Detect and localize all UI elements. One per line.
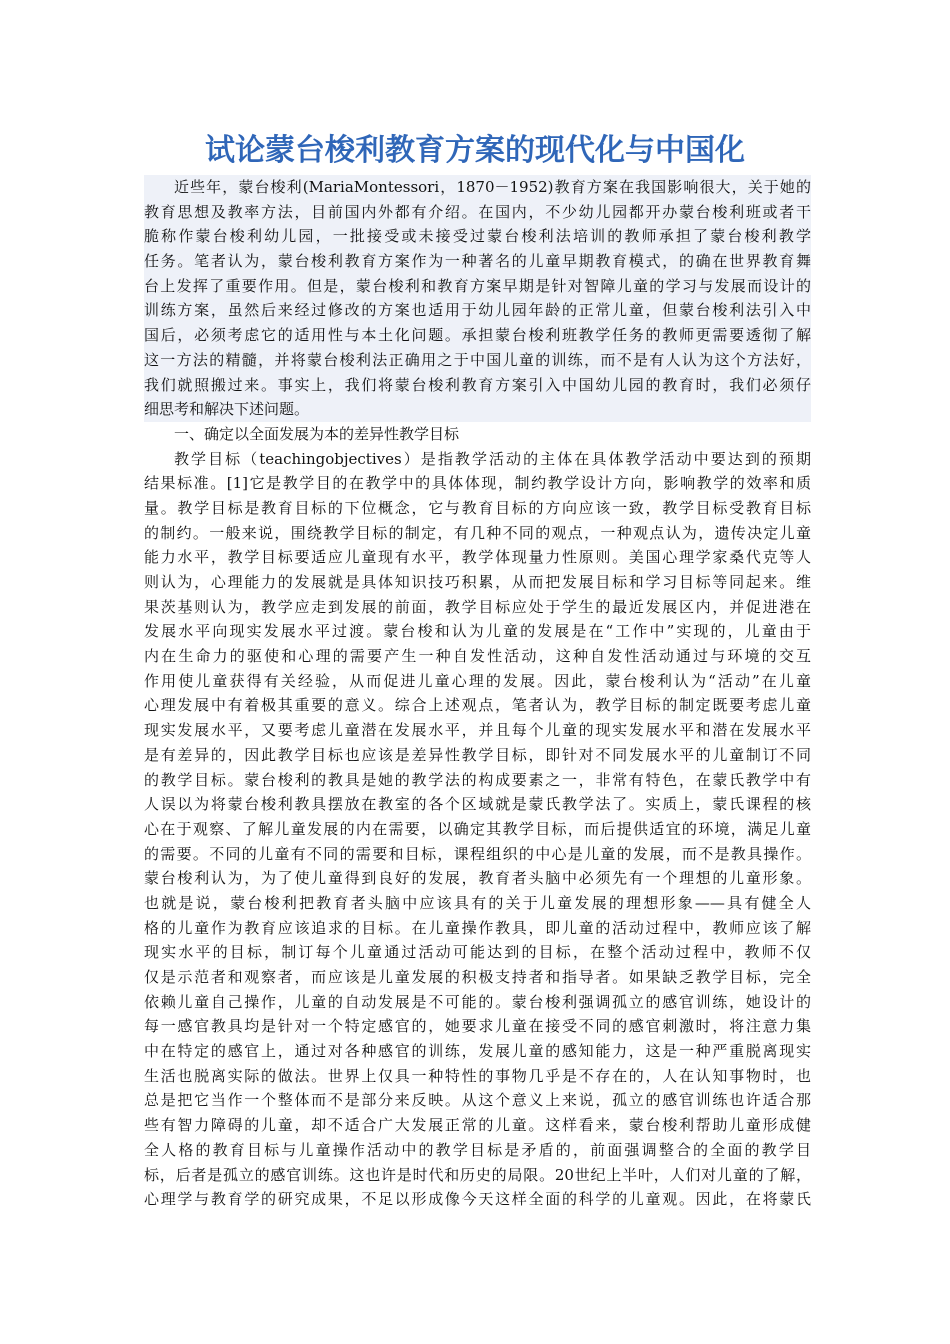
text-line: 现实水平的目标，制订每个儿童通过活动可能达到的目标，在整个活动过程中，教师不仅 xyxy=(144,943,811,962)
text-line: 仅是示范者和观察者，而应该是儿童发展的积极支持者和指导者。如果缺乏教学目标，完全 xyxy=(144,968,811,986)
text-line: 教学目标（teachingobjectives）是指教学活动的主体在具体教学活动中要达到的预期 xyxy=(174,449,811,468)
text-line: 全人格的教育目标与儿童操作活动中的教学目标是矛盾的，前面强调整合的全面的教学目 xyxy=(144,1140,811,1159)
text-line: 教育思想及教率方法，目前国内外都有介绍。在国内，不少幼儿园都开办蒙台梭利班或者干 xyxy=(144,200,811,225)
text-line: 蒙台梭利认为，为了使儿童得到良好的发展，教育者头脑中必须先有一个理想的儿童形象。 xyxy=(144,869,811,888)
text-line: 心理学与教育学的研究成果，不足以形成像今天这样全面的科学的儿童观。因此，在将蒙氏 xyxy=(144,1190,811,1209)
text-line: 中在特定的感官上，通过对各种感官的训练，发展儿童的感知能力，这是一种严重脱离现实 xyxy=(144,1042,811,1061)
text-line: 内在生命力的驱使和心理的需要产生一种自发性活动，这种自发性活动通过与环境的交互 xyxy=(144,647,811,666)
intro-paragraph xyxy=(144,175,811,422)
text-line: 我们就照搬过来。事实上，我们将蒙台梭利教育方案引入中国幼儿园的教育时，我们必须仔 xyxy=(144,373,811,398)
text-line: 的教学目标。蒙台梭利的教具是她的教学法的构成要素之一，非常有特色，在蒙氏教学中有 xyxy=(144,770,811,789)
text-line: 的制约。一般来说，围绕教学目标的制定，有几种不同的观点，一种观点认为，遗传决定儿童 xyxy=(144,523,811,542)
text-line: 现实发展水平，又要考虑儿童潜在发展水平，并且每个儿童的现实发展水平和潜在发展水平 xyxy=(144,721,811,740)
text-line: 任务。笔者认为，蒙台梭利教育方案作为一种著名的儿童早期教育模式，的确在世界教育舞 xyxy=(144,249,811,274)
text-line: 这一方法的精髓，并将蒙台梭利法正确用之于中国儿童的训练，而不是有人认为这个方法好， xyxy=(144,348,811,373)
text-line: 量。教学目标是教育目标的下位概念，它与教育目标的方向应该一致，教学目标受教育目标 xyxy=(144,498,811,517)
text-line: 心在于观察、了解儿童发展的内在需要，以确定其教学目标，而后提供适宜的环境，满足儿童 xyxy=(144,819,811,838)
section-heading: 一、确定以全面发展为本的差异性教学目标 xyxy=(174,424,460,443)
text-line: 人误以为将蒙台梭利教具摆放在教室的各个区域就是蒙氏教学法了。实质上，蒙氏课程的核 xyxy=(144,795,811,814)
text-line: 果茨基则认为，教学应走到发展的前面，教学目标应处于学生的最近发展区内，并促进港在 xyxy=(144,597,811,616)
text-line: 作用使儿童获得有关经验，从而促进儿童心理的发展。因此，蒙台梭利认为“活动”在儿童 xyxy=(144,671,811,690)
text-line: 发展水平向现实发展水平过渡。蒙台梭和认为儿童的发展是在“工作中”实现的，儿童由于 xyxy=(144,622,811,641)
text-line: 格的儿童作为教育应该追求的目标。在儿童操作教具，即儿童的活动过程中，教师应该了解 xyxy=(144,918,811,937)
text-line: 标，后者是孤立的感官训练。这也许是时代和历史的局限。20世纪上半叶，人们对儿童的了解， xyxy=(144,1165,811,1184)
text-line: 结果标准。[1]它是教学目的在教学中的具体体现，制约教学设计方向，影响教学的效率和质 xyxy=(144,474,811,493)
text-line: 能力水平，教学目标要适应儿童现有水平，教学体现量力性原则。美国心理学家桑代克等人 xyxy=(144,548,811,567)
text-line: 细思考和解决下述问题。 xyxy=(144,397,811,422)
text-line: 国后，必须考虑它的适用性与本土化问题。承担蒙台梭利班教学任务的教师更需要透彻了解 xyxy=(144,323,811,348)
section-paragraph xyxy=(144,447,811,1212)
text-line: 训练方案，虽然后来经过修改的方案也适用于幼儿园年龄的正常儿童，但蒙台梭利法引入中 xyxy=(144,298,811,323)
text-line: 则认为，心理能力的发展就是具体知识技巧积累，从而把发展目标和学习目标等同起来。维 xyxy=(144,573,811,591)
text-line: 生活也脱离实际的做法。世界上仅具一种特性的事物几乎是不存在的，人在认知事物时，也 xyxy=(144,1066,811,1085)
document-title: 试论蒙台梭利教育方案的现代化与中国化 xyxy=(205,133,745,168)
text-line: 依赖儿童自己操作，儿童的自动发展是不可能的。蒙台梭利强调孤立的感官训练，她设计的 xyxy=(144,992,811,1011)
document-body xyxy=(144,175,811,1212)
text-line: 近些年，蒙台梭利(MariaMontessori，1870－1952)教育方案在我国影响很大，关于她的 xyxy=(144,175,811,200)
text-line: 的需要。不同的儿童有不同的需要和目标，课程组织的中心是儿童的发展，而不是教具操作。 xyxy=(144,844,811,863)
text-line: 是有差异的，因此教学目标也应该是差异性教学目标，即针对不同发展水平的儿童制订不同 xyxy=(144,745,811,764)
text-line: 些有智力障碍的儿童，却不适合广大发展正常的儿童。这样看来，蒙台梭利帮助儿童形成健 xyxy=(144,1116,811,1135)
text-line: 台上发挥了重要作用。但是，蒙台梭利和教育方案早期是针对智障儿童的学习与发展而设计的 xyxy=(144,274,811,299)
text-line: 脆称作蒙台梭利幼儿园，一批接受或未接受过蒙台梭利法培训的教师承担了蒙台梭利教学 xyxy=(144,224,811,249)
text-line: 也就是说，蒙台梭利把教育者头脑中应该具有的关于儿童发展的理想形象——具有健全人 xyxy=(144,893,811,912)
text-line: 总是把它当作一个整体而不是部分来反映。从这个意义上来说，孤立的感官训练也许适合那 xyxy=(144,1091,811,1110)
text-line: 心理发展中有着极其重要的意义。综合上述观点，笔者认为，教学目标的制定既要考虑儿童 xyxy=(144,696,811,715)
text-line: 每一感官教具均是针对一个特定感官的，她要求儿童在接受不同的感官刺激时，将注意力集 xyxy=(144,1017,811,1036)
